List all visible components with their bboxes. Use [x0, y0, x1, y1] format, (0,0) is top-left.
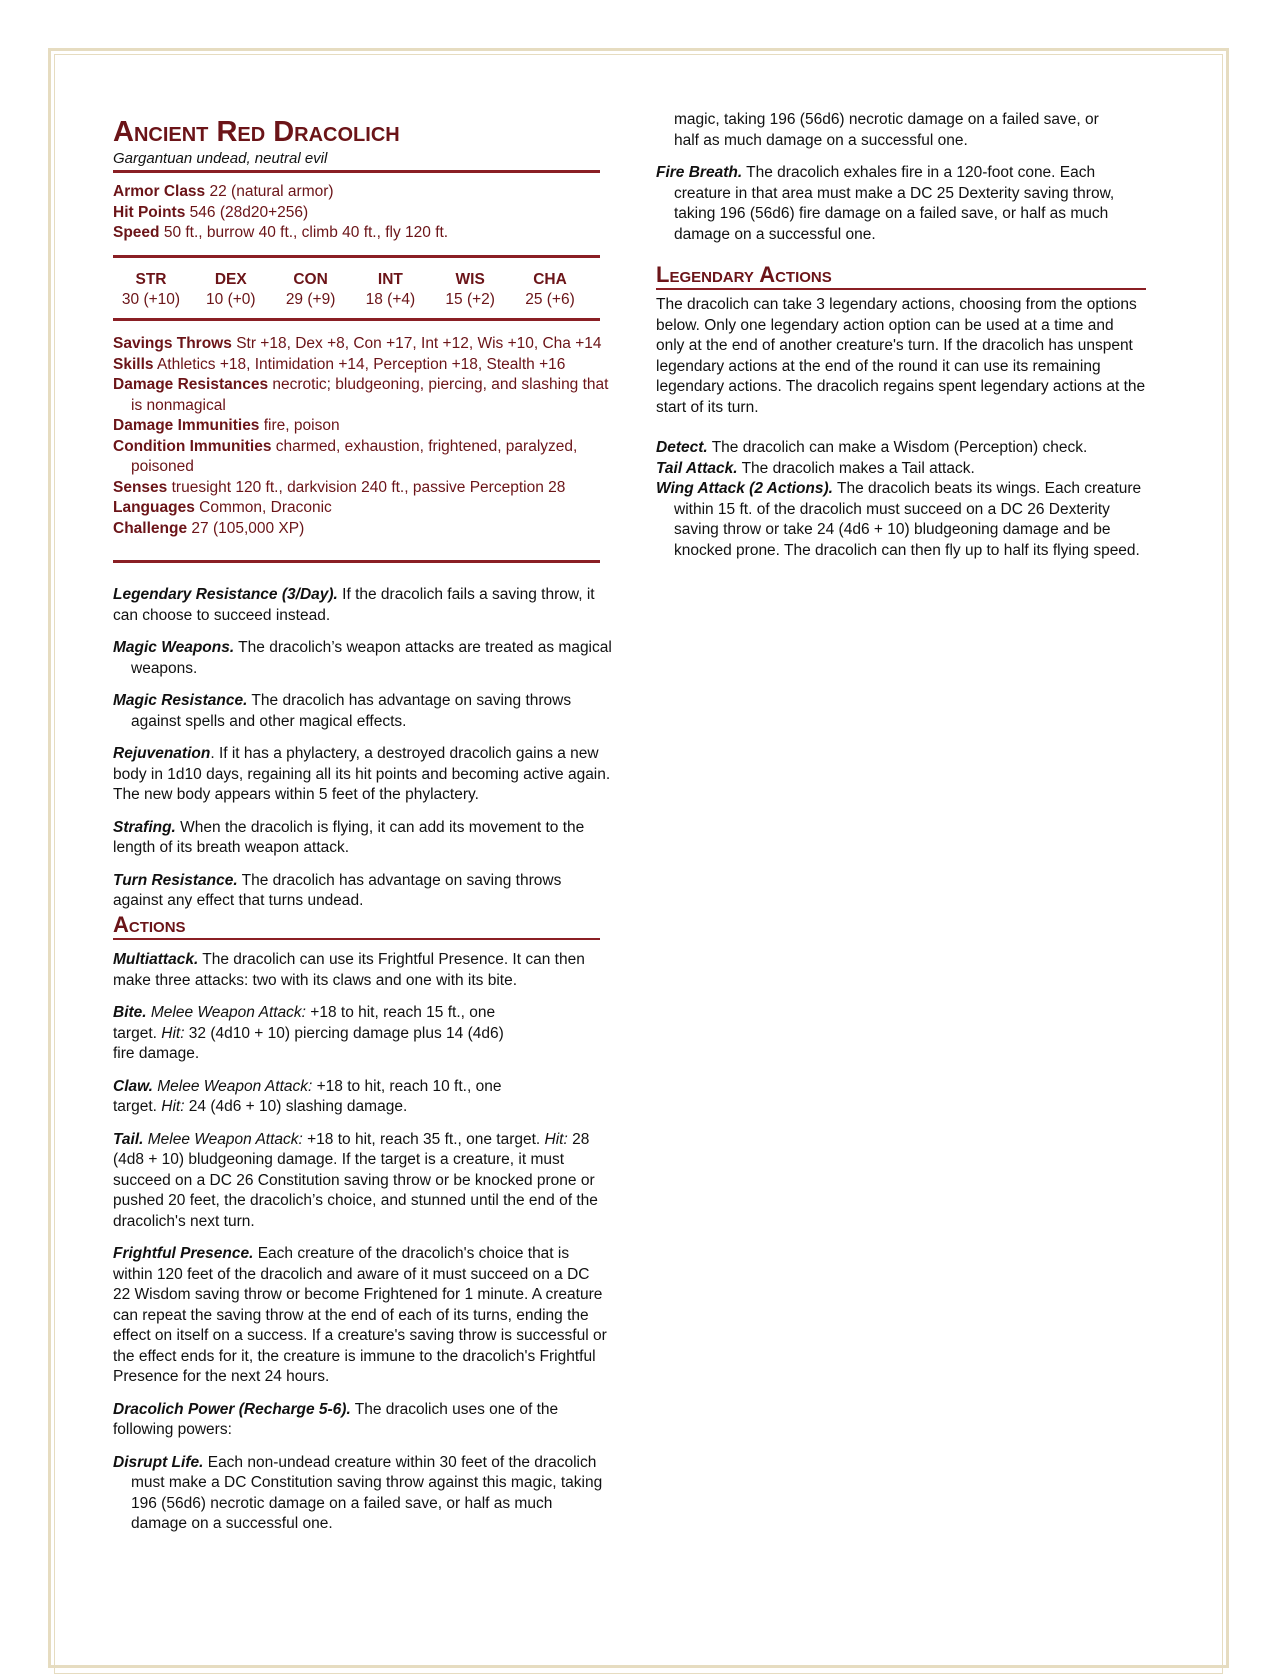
actions-heading: Actions — [113, 912, 600, 940]
senses-label: Senses — [113, 478, 168, 496]
ability-wis: WIS 15 (+2) — [445, 271, 495, 308]
speed-label: Speed — [113, 224, 160, 241]
saves-value: Str +18, Dex +8, Con +17, Int +12, Wis +10, Cha +14 — [236, 335, 602, 352]
action-disrupt-life-part2: magic, taking 196 (56d6) necrotic damage on a failed save, or half as much damage on a successful one. — [674, 111, 1099, 149]
action-tail: Tail. Melee Weapon Attack: +18 to hit, reach 35 ft., one target. Hit: 28 (4d8 + 10) bludgeoning damage. If the target is a creature, it must succeed on a DC 26 Constitution saving throw or be knocked prone or pushed 20 feet, the dracolich’s choice, and stunned until the end of the dracolich's next turn. — [113, 1130, 598, 1230]
ability-int: INT 18 (+4) — [365, 271, 416, 308]
divider-2 — [113, 255, 600, 258]
cr-label: Challenge — [113, 519, 188, 537]
action-claw: Claw. Melee Weapon Attack: +18 to hit, reach 10 ft., one target. Hit: 24 (4d6 + 10) slashing damage. — [113, 1077, 502, 1115]
trait-magic-weapons: Magic Weapons. The dracolich’s weapon attacks are treated as magical weapons. — [113, 639, 612, 677]
trait-turn-resistance: Turn Resistance. The dracolich has advantage on saving throws against any effect that turns undead. — [113, 871, 562, 909]
ac-value: 22 (natural armor) — [209, 183, 334, 200]
ac-label: Armor Class — [113, 183, 206, 200]
action-multiattack: Multiattack. The dracolich can use its Frightful Presence. It can then make three attacks: two with its claws and one with its bite. — [113, 951, 585, 989]
right-column-top — [656, 110, 1126, 245]
divider-4 — [113, 560, 600, 563]
trait-magic-resistance: Magic Resistance. The dracolich has advantage on saving throws against spells and other magical effects. — [113, 692, 572, 730]
ability-cha: CHA 25 (+6) — [525, 271, 575, 308]
basic-stats — [113, 182, 603, 244]
traits — [113, 585, 613, 912]
divider-3 — [113, 318, 600, 321]
hp-label: Hit Points — [113, 203, 186, 221]
ability-str: STR 30 (+10) — [121, 271, 181, 308]
action-frightful-presence: Frightful Presence. Each creature of the dracolich's choice that is within 120 feet of the dracolich and aware of it must succeed on a DC 22 Wisdom saving throw or become Frightened for 1 minute. A creature can repeat the saving throw at the end of each of its turns, ending the effect on itself on a success. If a creature's saving throw is successful or the effect ends for it, the creature is immune to the dracolich's Frightful Presence for the next 24 hours. — [113, 1245, 607, 1385]
monster-type: Gargantuan undead, neutral evil — [113, 150, 328, 167]
saves-label: Savings Throws — [113, 335, 232, 352]
cimm-value: charmed, exhaustion, frightened, paralyzed, poisoned — [131, 437, 578, 475]
trait-strafing: Strafing. When the dracolich is flying, it can add its movement to the length of its breath weapon attack. — [113, 818, 585, 856]
dimm-label: Damage Immunities — [113, 417, 260, 434]
speed-value: 50 ft., burrow 40 ft., climb 40 ft., fly 120 ft. — [163, 224, 449, 241]
trait-rejuvenation: Rejuvenation. If it has a phylactery, a destroyed dracolich gains a new body in 1d10 days, regaining all its hit points and becoming active again. The new body appears within 5 feet of the phylactery. — [113, 745, 611, 803]
dimm-value: fire, poison — [263, 417, 340, 434]
dres-label: Damage Resistances — [113, 376, 269, 393]
action-dracolich-power: Dracolich Power (Recharge 5-6). The dracolich uses one of the following powers: — [113, 1400, 559, 1438]
legendary-wing-attack: Wing Attack (2 Actions). The dracolich beats its wings. Each creature within 15 ft. of the dracolich must succeed on a DC 26 Dexterity saving throw or take 24 (4d6 + 10) bludgeoning damage and be knocked prone. The dracolich can then fly up to half its flying speed. — [656, 480, 1142, 559]
hp-value: 546 (28d20+256) — [189, 203, 309, 221]
action-fire-breath: Fire Breath. The dracolich exhales fire in a 120-foot cone. Each creature in that area must make a DC 25 Dexterity saving throw, taking 196 (56d6) fire damage on a failed save, or half as much damage on a successful one. — [656, 164, 1115, 243]
lang-label: Languages — [113, 499, 195, 516]
divider-1 — [113, 170, 600, 173]
actions-list — [113, 950, 608, 1532]
legendary-actions — [656, 295, 1146, 561]
cimm-label: Condition Immunities — [113, 437, 272, 455]
skills-label: Skills — [113, 355, 154, 373]
ability-dex: DEX 10 (+0) — [206, 271, 256, 308]
ability-con: CON 29 (+9) — [285, 271, 336, 308]
trait-legendary-resistance: Legendary Resistance (3/Day). If the dracolich fails a saving throw, it can choose to succeed instead. — [113, 586, 595, 624]
legendary-intro: The dracolich can take 3 legendary actions, choosing from the options below. Only one legendary action option can be used at a time and only at the end of another creature's turn. If the dracolich has unspent legendary actions at the end of the round it can use its remaining legendary actions. The dracolich regains spent legendary actions at the start of its turn. — [656, 296, 1146, 416]
ability-scores — [113, 270, 588, 310]
skills-value: Athletics +18, Intimidation +14, Perception +18, Stealth +16 — [156, 355, 566, 373]
detail-stats — [113, 334, 613, 539]
legendary-actions-heading: Legendary Actions — [656, 262, 1146, 290]
dres-value: necrotic; bludgeoning, piercing, and slashing that is nonmagical — [131, 376, 609, 414]
lang-value: Common, Draconic — [199, 499, 332, 516]
action-disrupt-life-part1: Disrupt Life. Each non-undead creature within 30 feet of the dracolich must make a DC Constitution saving throw against this magic, taking 196 (56d6) necrotic damage on a failed save, or half as much damage on a successful one. — [113, 1453, 603, 1532]
monster-name: Ancient Red Dracolich — [113, 116, 400, 148]
cr-value: 27 (105,000 XP) — [191, 519, 305, 537]
legendary-detect: Detect. The dracolich can make a Wisdom (Perception) check. — [656, 439, 1088, 456]
senses-value: truesight 120 ft., darkvision 240 ft., passive Perception 28 — [171, 478, 566, 496]
legendary-tail-attack: Tail Attack. The dracolich makes a Tail attack. — [656, 459, 975, 477]
action-bite: Bite. Melee Weapon Attack: +18 to hit, reach 15 ft., one target. Hit: 32 (4d10 + 10) piercing damage plus 14 (4d6) fire damage. — [113, 1004, 504, 1062]
